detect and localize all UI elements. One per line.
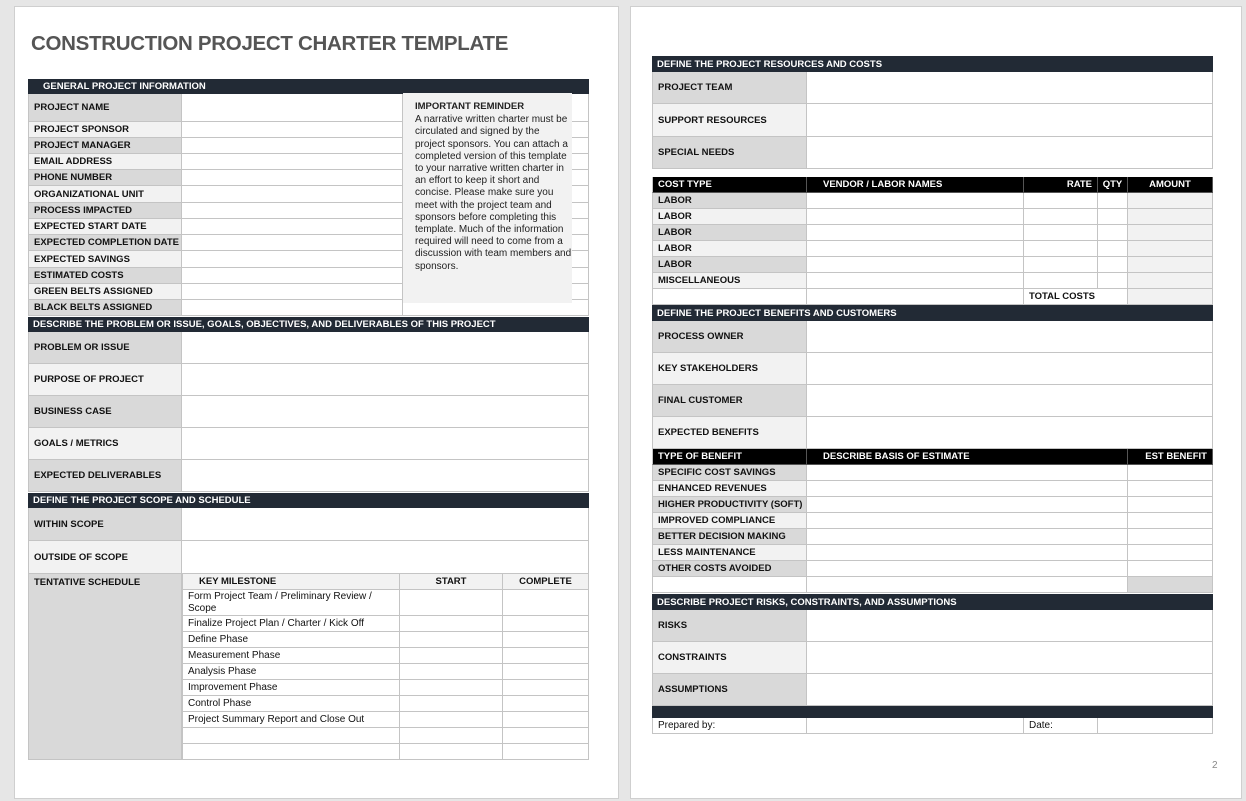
field-input[interactable] <box>182 203 403 219</box>
rate-input[interactable] <box>1024 225 1098 241</box>
column-header: RATE <box>1024 177 1098 193</box>
start-input[interactable] <box>400 664 503 680</box>
schedule-header-row <box>182 574 589 590</box>
rate-input[interactable] <box>1024 273 1098 289</box>
field-label: PROBLEM OR ISSUE <box>28 332 182 364</box>
field-label: PROJECT TEAM <box>652 72 807 104</box>
cost-type: LABOR <box>652 225 807 241</box>
field-label: OUTSIDE OF SCOPE <box>28 541 182 574</box>
reminder-body: A narrative written charter must be circulated and signed by the project sponsors. You can attach a completed version of this template to your narrative written charter in an effort to keep it short and concise. Please make sure you meet with the project team and sponsors before completing this template. Much of the information required will need to come from a discussion with team members and sponsors. <box>415 114 572 272</box>
milestone-row <box>182 696 589 712</box>
milestone-name <box>182 744 400 760</box>
risk-row <box>652 610 1213 642</box>
qty-input[interactable] <box>1098 273 1128 289</box>
amount-cell[interactable] <box>1128 257 1213 273</box>
benefits-section-header: DEFINE THE PROJECT BENEFITS AND CUSTOMERS <box>652 305 1213 321</box>
milestone-name: Define Phase <box>182 632 400 648</box>
benefit-type: HIGHER PRODUCTIVITY (SOFT) <box>652 497 807 513</box>
start-input[interactable] <box>400 728 503 744</box>
column-header: QTY <box>1098 177 1128 193</box>
start-input[interactable] <box>400 590 503 616</box>
field-label: EXPECTED START DATE <box>28 219 182 235</box>
problem-row <box>28 396 589 428</box>
cost-type: LABOR <box>652 241 807 257</box>
milestone-row <box>182 664 589 680</box>
est-benefit-input[interactable] <box>1128 497 1213 513</box>
empty-cell[interactable] <box>807 577 1128 593</box>
field-label: ESTIMATED COSTS <box>28 268 182 284</box>
milestone-name: Analysis Phase <box>182 664 400 680</box>
empty-cell[interactable] <box>807 289 1024 305</box>
field-input[interactable] <box>182 170 403 186</box>
section-title: GENERAL PROJECT INFORMATION <box>43 81 206 92</box>
field-input[interactable] <box>807 385 1213 417</box>
field-label: KEY STAKEHOLDERS <box>652 353 807 385</box>
resource-row <box>652 104 1213 137</box>
risk-row <box>652 674 1213 706</box>
problem-row <box>28 428 589 460</box>
column-header: START <box>400 574 503 590</box>
cost-type: LABOR <box>652 193 807 209</box>
schedule-table <box>28 574 589 760</box>
vendor-input[interactable] <box>807 193 1024 209</box>
field-input[interactable] <box>182 138 403 154</box>
field-label: BLACK BELTS ASSIGNED <box>28 300 182 316</box>
field-label: EXPECTED BENEFITS <box>652 417 807 449</box>
cost-type: LABOR <box>652 257 807 273</box>
start-input[interactable] <box>400 744 503 760</box>
important-reminder-box <box>403 93 572 303</box>
milestone-row <box>182 728 589 744</box>
prepared-by-label: Prepared by: <box>652 718 807 734</box>
milestone-name: Measurement Phase <box>182 648 400 664</box>
milestone-row <box>182 648 589 664</box>
qty-input[interactable] <box>1098 209 1128 225</box>
vendor-input[interactable] <box>807 257 1024 273</box>
qty-input[interactable] <box>1098 225 1128 241</box>
scope-row <box>28 541 589 574</box>
field-label: PROJECT NAME <box>28 94 182 122</box>
amount-cell[interactable] <box>1128 225 1213 241</box>
qty-input[interactable] <box>1098 241 1128 257</box>
scope-row <box>28 508 589 541</box>
field-label: PURPOSE OF PROJECT <box>28 364 182 396</box>
field-input[interactable] <box>182 186 403 203</box>
milestone-name: Improvement Phase <box>182 680 400 696</box>
field-label: EXPECTED DELIVERABLES <box>28 460 182 492</box>
field-input[interactable] <box>182 396 589 428</box>
milestone-row <box>182 712 589 728</box>
benefit-row <box>652 513 1213 529</box>
start-input[interactable] <box>400 696 503 712</box>
empty-cell[interactable] <box>652 289 807 305</box>
date-input[interactable] <box>1098 718 1213 734</box>
field-input[interactable] <box>182 300 403 316</box>
amount-cell[interactable] <box>1128 241 1213 257</box>
column-header: VENDOR / LABOR NAMES <box>807 177 1024 193</box>
benefit-row <box>652 497 1213 513</box>
est-benefit-input[interactable] <box>1128 529 1213 545</box>
milestone-name: Control Phase <box>182 696 400 712</box>
column-header: AMOUNT <box>1128 177 1213 193</box>
est-benefit-input[interactable] <box>1128 465 1213 481</box>
basis-input[interactable] <box>807 481 1128 497</box>
milestone-row <box>182 680 589 696</box>
cost-type: LABOR <box>652 209 807 225</box>
field-input[interactable] <box>807 610 1213 642</box>
resource-row <box>652 137 1213 169</box>
basis-input[interactable] <box>807 513 1128 529</box>
benefit-field-row <box>652 321 1213 353</box>
rate-input[interactable] <box>1024 193 1098 209</box>
column-header: COMPLETE <box>503 574 589 590</box>
cost-header-row <box>652 177 1213 193</box>
field-label: CONSTRAINTS <box>652 642 807 674</box>
tentative-schedule-label: TENTATIVE SCHEDULE <box>28 574 182 760</box>
start-input[interactable] <box>400 680 503 696</box>
field-input[interactable] <box>807 72 1213 104</box>
milestone-name: Project Summary Report and Close Out <box>182 712 400 728</box>
cost-type: MISCELLANEOUS <box>652 273 807 289</box>
complete-input[interactable] <box>503 648 589 664</box>
problem-section-header: DESCRIBE THE PROBLEM OR ISSUE, GOALS, OBJECTIVES, AND DELIVERABLES OF THIS PROJECT <box>28 317 589 332</box>
complete-input[interactable] <box>503 680 589 696</box>
est-benefit-input[interactable] <box>1128 545 1213 561</box>
start-input[interactable] <box>400 632 503 648</box>
field-input[interactable] <box>182 284 403 300</box>
field-label: PROJECT SPONSOR <box>28 122 182 138</box>
field-input[interactable] <box>182 235 403 251</box>
benefit-row <box>652 545 1213 561</box>
basis-input[interactable] <box>807 529 1128 545</box>
field-input[interactable] <box>182 268 403 284</box>
field-label: EMAIL ADDRESS <box>28 154 182 170</box>
page-2-form <box>652 56 1213 734</box>
column-header: DESCRIBE BASIS OF ESTIMATE <box>807 449 1128 465</box>
field-input[interactable] <box>182 154 403 170</box>
field-input[interactable] <box>182 508 589 541</box>
field-label: GREEN BELTS ASSIGNED <box>28 284 182 300</box>
benefit-field-row <box>652 353 1213 385</box>
cost-row <box>652 273 1213 289</box>
total-costs-label: TOTAL COSTS <box>1024 289 1128 305</box>
field-input[interactable] <box>807 321 1213 353</box>
est-benefit-input[interactable] <box>1128 513 1213 529</box>
field-input[interactable] <box>182 251 403 268</box>
complete-input[interactable] <box>503 664 589 680</box>
field-input[interactable] <box>182 219 403 235</box>
field-label: ASSUMPTIONS <box>652 674 807 706</box>
field-label: RISKS <box>652 610 807 642</box>
milestone-row <box>182 632 589 648</box>
field-input[interactable] <box>807 642 1213 674</box>
start-input[interactable] <box>400 648 503 664</box>
benefit-type: LESS MAINTENANCE <box>652 545 807 561</box>
field-label: GOALS / METRICS <box>28 428 182 460</box>
benefit-type: IMPROVED COMPLIANCE <box>652 513 807 529</box>
problem-row <box>28 332 589 364</box>
footer-divider-bar <box>652 706 1213 718</box>
field-input[interactable] <box>807 674 1213 706</box>
column-header: EST BENEFIT <box>1128 449 1213 465</box>
rate-input[interactable] <box>1024 257 1098 273</box>
est-benefit-input[interactable] <box>1128 561 1213 577</box>
benefit-type: BETTER DECISION MAKING <box>652 529 807 545</box>
complete-input[interactable] <box>503 616 589 632</box>
field-label: ORGANIZATIONAL UNIT <box>28 186 182 203</box>
milestone-row <box>182 590 589 616</box>
resource-row <box>652 72 1213 104</box>
empty-cell[interactable] <box>652 577 807 593</box>
benefit-field-row <box>652 417 1213 449</box>
benefit-row <box>652 561 1213 577</box>
basis-input[interactable] <box>807 545 1128 561</box>
milestone-row <box>182 616 589 632</box>
cost-row <box>652 225 1213 241</box>
complete-input[interactable] <box>503 744 589 760</box>
risk-row <box>652 642 1213 674</box>
benefit-row <box>652 529 1213 545</box>
reminder-title: IMPORTANT REMINDER <box>415 101 525 112</box>
vendor-input[interactable] <box>807 225 1024 241</box>
start-input[interactable] <box>400 712 503 728</box>
column-header: KEY MILESTONE <box>182 574 400 590</box>
problem-row <box>28 460 589 492</box>
rate-input[interactable] <box>1024 241 1098 257</box>
start-input[interactable] <box>400 616 503 632</box>
total-row <box>652 289 1213 305</box>
resources-section-header: DEFINE THE PROJECT RESOURCES AND COSTS <box>652 56 1213 72</box>
field-input[interactable] <box>182 364 589 396</box>
field-label: PROCESS IMPACTED <box>28 203 182 219</box>
column-header: COST TYPE <box>652 177 807 193</box>
field-label: PHONE NUMBER <box>28 170 182 186</box>
field-label: PROCESS OWNER <box>652 321 807 353</box>
problem-row <box>28 364 589 396</box>
complete-input[interactable] <box>503 696 589 712</box>
field-label: PROJECT MANAGER <box>28 138 182 154</box>
milestone-name: Form Project Team / Preliminary Review / Scope <box>182 590 400 616</box>
field-input[interactable] <box>182 541 589 574</box>
field-input[interactable] <box>807 353 1213 385</box>
benefit-header-row <box>652 449 1213 465</box>
est-benefit-input[interactable] <box>1128 481 1213 497</box>
field-input[interactable] <box>182 460 589 492</box>
complete-input[interactable] <box>503 632 589 648</box>
field-label: WITHIN SCOPE <box>28 508 182 541</box>
risks-section-header: DESCRIBE PROJECT RISKS, CONSTRAINTS, AND ASSUMPTIONS <box>652 594 1213 610</box>
total-costs-value[interactable] <box>1128 289 1213 305</box>
field-label: EXPECTED COMPLETION DATE <box>28 235 182 251</box>
complete-input[interactable] <box>503 712 589 728</box>
complete-input[interactable] <box>503 590 589 616</box>
benefit-row <box>652 481 1213 497</box>
page-number: 2 <box>1212 760 1218 771</box>
field-label: EXPECTED SAVINGS <box>28 251 182 268</box>
benefit-type: OTHER COSTS AVOIDED <box>652 561 807 577</box>
benefit-type: SPECIFIC COST SAVINGS <box>652 465 807 481</box>
cost-row <box>652 193 1213 209</box>
vendor-input[interactable] <box>807 209 1024 225</box>
field-label: BUSINESS CASE <box>28 396 182 428</box>
field-label: SPECIAL NEEDS <box>652 137 807 169</box>
amount-cell[interactable] <box>1128 273 1213 289</box>
field-label: FINAL CUSTOMER <box>652 385 807 417</box>
column-header: TYPE OF BENEFIT <box>652 449 807 465</box>
field-input[interactable] <box>807 104 1213 137</box>
rate-input[interactable] <box>1024 209 1098 225</box>
cost-row <box>652 241 1213 257</box>
signature-row <box>652 718 1213 734</box>
field-input[interactable] <box>807 417 1213 449</box>
cost-row <box>652 257 1213 273</box>
field-label: SUPPORT RESOURCES <box>652 104 807 137</box>
benefit-total-row <box>652 577 1213 593</box>
milestone-name <box>182 728 400 744</box>
qty-input[interactable] <box>1098 193 1128 209</box>
benefit-field-row <box>652 385 1213 417</box>
general-info-header <box>28 79 589 94</box>
field-input[interactable] <box>182 122 403 138</box>
total-benefit-cell[interactable] <box>1128 577 1213 593</box>
scope-section-header: DEFINE THE PROJECT SCOPE AND SCHEDULE <box>28 493 589 508</box>
field-input[interactable] <box>182 332 589 364</box>
complete-input[interactable] <box>503 728 589 744</box>
benefit-type: ENHANCED REVENUES <box>652 481 807 497</box>
field-input[interactable] <box>182 428 589 460</box>
cost-row <box>652 209 1213 225</box>
prepared-by-input[interactable] <box>807 718 1024 734</box>
amount-cell[interactable] <box>1128 209 1213 225</box>
basis-input[interactable] <box>807 497 1128 513</box>
basis-input[interactable] <box>807 465 1128 481</box>
milestone-row <box>182 744 589 760</box>
basis-input[interactable] <box>807 561 1128 577</box>
field-input[interactable] <box>807 137 1213 169</box>
vendor-input[interactable] <box>807 241 1024 257</box>
milestone-name: Finalize Project Plan / Charter / Kick Off <box>182 616 400 632</box>
vendor-input[interactable] <box>807 273 1024 289</box>
date-label: Date: <box>1024 718 1098 734</box>
amount-cell[interactable] <box>1128 193 1213 209</box>
field-input[interactable] <box>182 94 403 122</box>
document-title: CONSTRUCTION PROJECT CHARTER TEMPLATE <box>31 32 509 55</box>
qty-input[interactable] <box>1098 257 1128 273</box>
benefit-row <box>652 465 1213 481</box>
